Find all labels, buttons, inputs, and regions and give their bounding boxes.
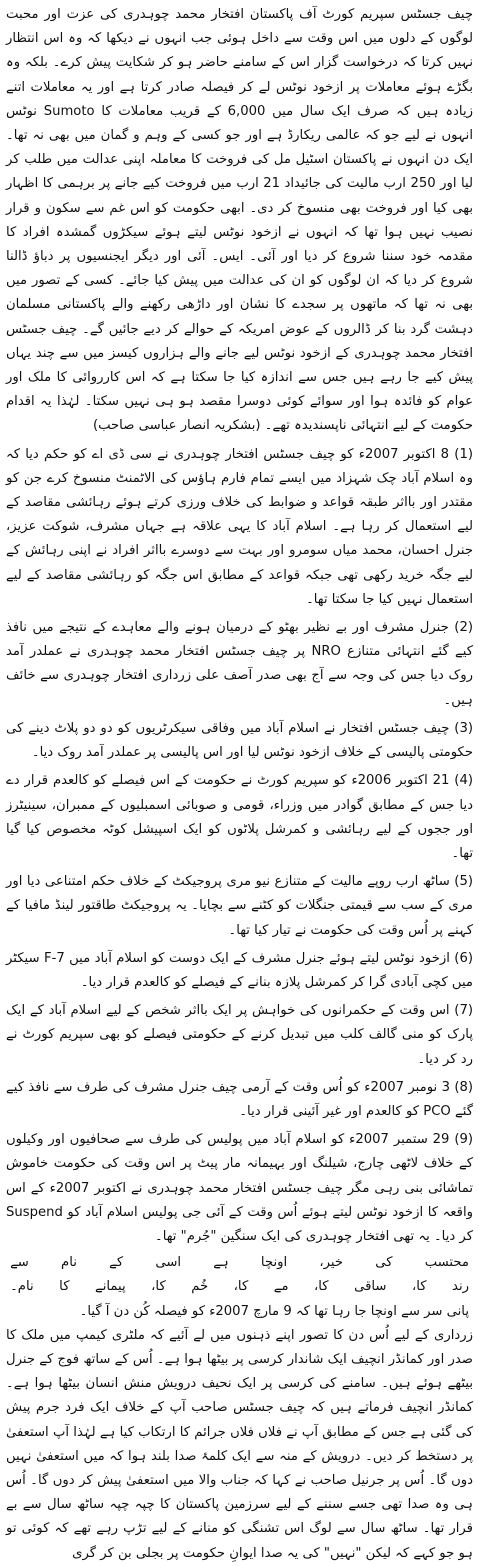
verse-word: سے	[10, 1255, 29, 1271]
poetry-line-3: پانی سر سے اونچا جا رہا تھا کہ 9 مارچ 2007ء کو فیصلہ کُن دن آ گیا۔	[79, 1303, 469, 1319]
verse-word: کی	[375, 1255, 393, 1271]
poetry-line-2	[10, 1275, 469, 1299]
verse-word: کے	[109, 1255, 124, 1271]
article-item-2: (2) جنرل مشرف اور بے نظیر بھٹو کے درمیان ہونے والے معاہدے کے نتیجے میں نافذ کیے گئے انتہائی متنازع NRO پر چیف جسٹس افتخار محمد چوہدری نے عملدر آمد روک دیا جس کی وجہ سے آج بھی صدر آصف علی زرداری افتخار چوہدری سے خائف ہیں۔	[6, 620, 473, 708]
verse-word: اونچا	[260, 1255, 288, 1271]
verse-word: کا،	[314, 1279, 329, 1295]
article-closing: زرداری کے لیے اُس دن کا تصور اپنے ذہنوں میں لے آئیے کہ ملٹری کیمپ میں ملک کا صدر اور کمانڈر انچیف ایک شاندار کرسی پر بیٹھا ہوا ہے۔ اُس کے ساتھ فوج کے جنرل بیٹھے ہوئے ہیں۔ سامنے کی کرسی پر ایک نحیف درویش منش انسان بیٹھا ہوا ہے۔ کمانڈر انچیف فرماتے ہیں کہ چیف جسٹس صاحب آپ کے خلاف ایک فرد جرم پیش کی گئی ہے جس کے مطابق آپ نے فلاں فلاں جرائم کا ارتکاب کیا ہے لہٰذا آپ استعفیٰ پر دستخط کر دیں۔ درویش کے منہ سے ایک کلمۂ صدا بلند ہوا کہ میں استعفیٰ نہیں دوں گا۔ اُس پر جرنیل صاحب نے کہا کہ جناب والا میں استعفیٰ پیش کر دوں گا۔ اُس ہی وہ صدا تھی جسے سننے کے لیے سرزمین پاکستان کا چپہ چپہ ساٹھ سال سے بے قرار تھا۔ ساٹھ سال سے لوگ اس تشنگی کو منانے کے لیے تڑپ رہے تھے کہ کوئی تو ہو جو کہے کہ لیکن "نہیں" کی یہ صدا ایوانِ حکومت پر بجلی بن کر گری	[6, 1327, 473, 1561]
verse-word: نام	[61, 1255, 77, 1271]
verse-word: محتسب	[424, 1255, 469, 1271]
verse-word: کا،	[233, 1279, 249, 1295]
article-item-8: (8) 3 نومبر 2007ء کو اُس وقت کے آرمی چیف جنرل مشرف کی طرف سے نافذ کیے گئے PCO کو کالعدم اور غیر آئینی قرار دیا۔	[6, 1079, 474, 1119]
verse-word: خیر،	[319, 1255, 344, 1271]
verse-word: خُم	[191, 1279, 209, 1295]
article-item-4: (4) 21 اکتوبر 2006ء کو سپریم کورٹ نے حکومت کے اس فیصلے کو کالعدم قرار دے دیا جس کے مطابق گوادر میں وزراء، قومی و صوبائی اسمبلیوں کے ممبران، سینیٹرز اور ججوں کے لیے رہائشی و کمرشل پلاٹوں کو ایک اسپیشل کوٹہ مخصوص کیا گیا تھا۔	[6, 773, 473, 861]
verse-word: کا	[59, 1279, 70, 1295]
article-item-9: (9) 29 ستمبر 2007ء کو اسلام آباد میں پولیس کی طرف سے صحافیوں اور وکیلوں کے خلاف لاٹھی چارج، شیلنگ اور بہیمانہ مار پیٹ پر اس وقت کی حکومت خاموش تماشائی بنی رہی مگر چیف جسٹس افتخار محمد چوہدری نے اکتوبر 2007ء کے اس واقعہ کا ازخود نوٹس لیتے ہوئے اُس وقت کے آئی جی پولیس اسلام آباد کو Suspend کر دیا۔ یہ تھی افتخار چوہدری کی ایک سنگین "جُرم" تھا۔	[6, 1132, 474, 1244]
verse-word: پیمانے	[94, 1279, 126, 1295]
article-intro: چیف جسٹس سپریم کورٹ آف پاکستان افتخار محمد چوہدری کی عزت اور محبت لوگوں کے دلوں میں اس وقت سے داخل ہوئی جب انہوں نے دیکھا کہ وہ اس انتظار نہیں کرتا کہ درخواست گزار اس کے سامنے حاضر ہو کر شکایت پیش کرے۔ بلکہ وہ بگڑے ہوئے معاملات پر ازخود نوٹس لے کر فیصلہ صادر کرتا ہے اور یہ معاملات اتنے زیادہ ہیں کہ صرف ایک سال میں 6,000 کے قریب معاملات کا Sumoto نوٹس انہوں نے لیے جو کہ عالمی ریکارڈ ہے اور جو کسی کے وہم و گمان میں بھی نہ تھا۔ ایک دن انہوں نے پاکستان اسٹیل مل کی فروخت کا معاملہ اپنی عدالت میں طلب کر لیا اور 250 ارب مالیت کی جائیداد 21 ارب میں فروخت کیے جانے پر برہمی کا اظہار بھی کیا اور فروخت بھی منسوخ کر دی۔ ابھی حکومت کو اس غم سے سکون و قرار نصیب نہیں ہوا تھا کہ انہوں نے ازخود نوٹس لیتے ہوئے سیکڑوں گمشدہ افراد کا مقدمہ خود سننا شروع کر دیا اور آئی۔ ایس۔ آئی اور دیگر ایجنسیوں پر دباؤ ڈالنا شروع کر دیا کہ ان لوگوں کو ان کی عدالت میں پیش کیا جائے۔ کسی کے تصور میں بھی نہ تھا کہ ماتھوں پر سجدے کا نشان اور داڑھی رکھنے والے پاکستانی مسلمان دہشت گرد بنا کر ڈالروں کے عوض امریکہ کے حوالے کر دیے جائیں گے۔ چیف جسٹس افتخار محمد چوہدری کے ازخود نوٹس لیے جانے والے ہزاروں کیسز میں سے چند یہاں پیش کیے جا رہے ہیں جس سے اندازہ کیا جا سکتا ہے کہ اس کارروائی کا ملک اور عوام کو فائدہ ہوا اور سوائے کوئی دوسرا مقصد ہو ہی نہیں سکتا۔ لہٰذا یہ اقدام حکومت کے لیے انتہائی ناپسندیدہ تھے۔ (بشکریہ انصار عباسی صاحب)	[6, 7, 473, 434]
article-item-3: (3) چیف جسٹس افتخار نے اسلام آباد میں وفاقی سیکرٹریوں کو دو دو پلاٹ دینے کی حکومتی پالیسی کے خلاف ازخود نوٹس لیا اور اس پالیسی پر عملدر آمد روک دیا۔	[6, 720, 473, 761]
verse-word: اسی	[155, 1255, 182, 1271]
verse-word: کا،	[411, 1279, 427, 1295]
verse-word: رند	[452, 1279, 469, 1295]
article-item-6: (6) ازخود نوٹس لیتے ہوئے جنرل مشرف کے ایک دوست کو اسلام آباد میں F-7 سیکٹر میں کچی آبادی گرا کر کمرشل پلازہ بنانے کے فیصلے کو کالعدم قرار دیا۔	[6, 950, 473, 990]
article-item-5: (5) ساٹھ ارب روپے مالیت کے متنازع نیو مری پروجیکٹ کے خلاف حکم امتناعی دیا اور مری کے سب سے قیمتی جنگلات کو کٹنے سے بچایا۔ یہ پروجیکٹ طاقتور لینڈ مافیا کے کہنے پر اُس وقت کی حکومت نے تیار کیا تھا۔	[6, 874, 473, 938]
verse-word: مے	[273, 1279, 289, 1295]
verse-word: کا،	[151, 1279, 166, 1295]
verse-word: ہے	[213, 1255, 229, 1271]
verse-word: نام۔	[10, 1279, 34, 1295]
article-item-1: (1) 8 اکتوبر 2007ء کو چیف جسٹس افتخار چوہدری نے سی ڈی اے کو حکم دیا کہ وہ اسلام آباد چک شہزاد میں ایسے تمام فارم ہاؤس کی الاٹمنٹ منسوخ کرے جن کو مقتدر اور بااثر طبقہ قواعد و ضوابط کی خلاف ورزی کرتے ہوئے رہائشی مقاصد کے لیے استعمال کر رہا ہے۔ اسلام آباد کا یہی علاقہ ہے جہاں مشرف، شوکت عزیز، جنرل احسان، محمد میاں سومرو اور بہت سے دوسرے بااثر افراد نے اپنی رہائش کے لیے جگہ خرید رکھی تھی جبکہ قواعد کے مطابق اس جگہ کو رہائشی مقاصد کے لیے استعمال نہیں کیا جا سکتا تھا۔	[6, 446, 473, 607]
poetry-couplet	[6, 1251, 473, 1324]
verse-word: ساقی	[354, 1279, 387, 1295]
poetry-line-1	[10, 1251, 469, 1275]
article-item-7: (7) اس وقت کے حکمرانوں کی خواہش پر ایک بااثر شخص کے لیے اسلام آباد کے ایک پارک کو منی گالف کلب میں تبدیل کرنے کے حکومتی فیصلے کو بھی سپریم کورٹ نے رد کر دیا۔	[6, 1003, 473, 1067]
